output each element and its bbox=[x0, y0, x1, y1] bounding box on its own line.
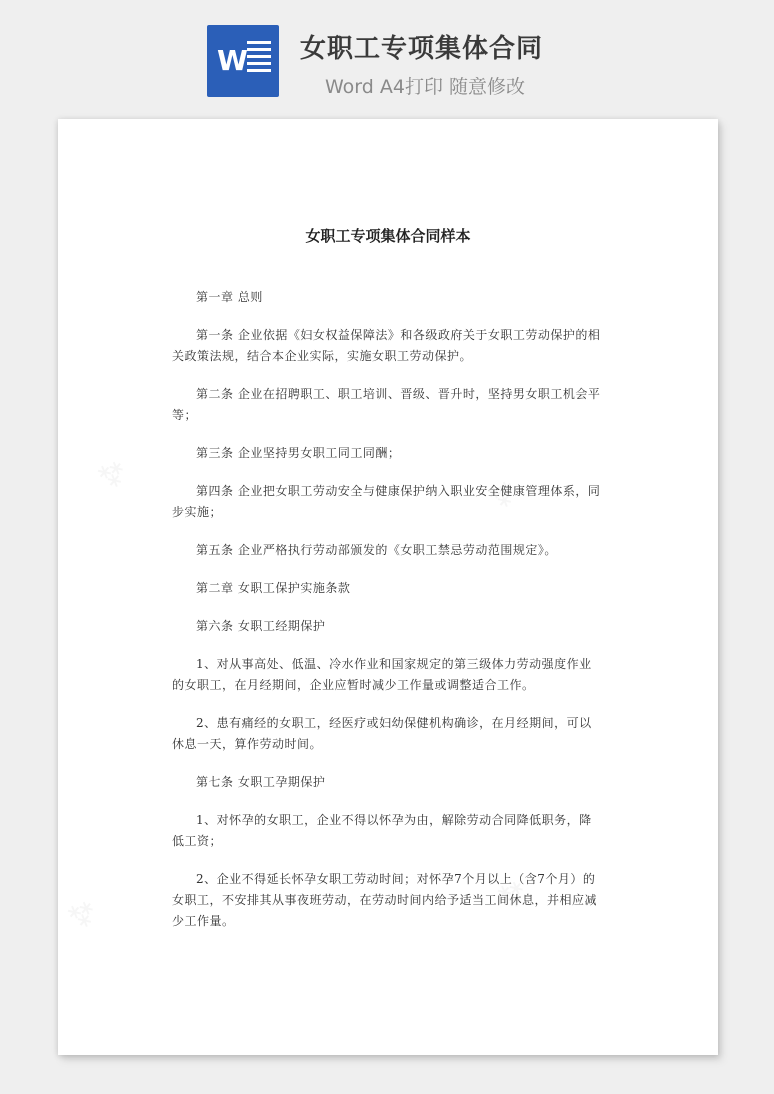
paragraph-article-3: 第三条 企业坚持男女职工同工同酬； bbox=[196, 446, 401, 460]
word-logo-icon bbox=[207, 25, 279, 97]
paragraph-chapter-2: 第二章 女职工保护实施条款 bbox=[196, 581, 351, 595]
paragraph-article-4: 第四条 企业把女职工劳动安全与健康保护纳入职业安全健康管理体系，同步实施； bbox=[172, 484, 601, 519]
document-body bbox=[172, 287, 602, 949]
paragraph-chapter-1: 第一章 总则 bbox=[196, 290, 263, 304]
watermark bbox=[91, 454, 131, 494]
header-title: 女职工专项集体合同 bbox=[300, 34, 544, 64]
doc-lines-icon bbox=[247, 41, 271, 81]
paragraph-article-7-item-1: 1、对怀孕的女职工，企业不得以怀孕为由，解除劳动合同降低职务，降低工资； bbox=[172, 813, 592, 848]
paragraph-article-7-item-2: 2、企业不得延长怀孕女职工劳动时间；对怀孕7个月以上（含7个月）的女职工，不安排其从事夜班劳动，在劳动时间内给予适当工间休息，并相应减少工作量。 bbox=[172, 872, 598, 928]
paragraph-article-6: 第六条 女职工经期保护 bbox=[196, 619, 326, 633]
word-logo-letter: W bbox=[217, 44, 248, 77]
header bbox=[0, 0, 774, 110]
header-subtitle: Word A4打印 随意修改 bbox=[325, 76, 526, 98]
document-page bbox=[58, 119, 718, 1055]
paragraph-article-5: 第五条 企业严格执行劳动部颁发的《女职工禁忌劳动范围规定》。 bbox=[196, 543, 557, 557]
document-title: 女职工专项集体合同样本 bbox=[305, 227, 471, 245]
paragraph-article-2: 第二条 企业在招聘职工、职工培训、晋级、晋升时，坚持男女职工机会平等； bbox=[172, 387, 601, 422]
watermark bbox=[61, 894, 101, 934]
paragraph-article-6-item-1: 1、对从事高处、低温、冷水作业和国家规定的第三级体力劳动强度作业的女职工，在月经期间，企业应暂时减少工作量或调整适合工作。 bbox=[172, 657, 592, 692]
paragraph-article-1: 第一条 企业依据《妇女权益保障法》和各级政府关于女职工劳动保护的相关政策法规，结合本企业实际，实施女职工劳动保护。 bbox=[172, 328, 601, 363]
paragraph-article-7: 第七条 女职工孕期保护 bbox=[196, 775, 326, 789]
paragraph-article-6-item-2: 2、患有痛经的女职工，经医疗或妇幼保健机构确诊，在月经期间，可以休息一天，算作劳动时间。 bbox=[172, 716, 592, 751]
